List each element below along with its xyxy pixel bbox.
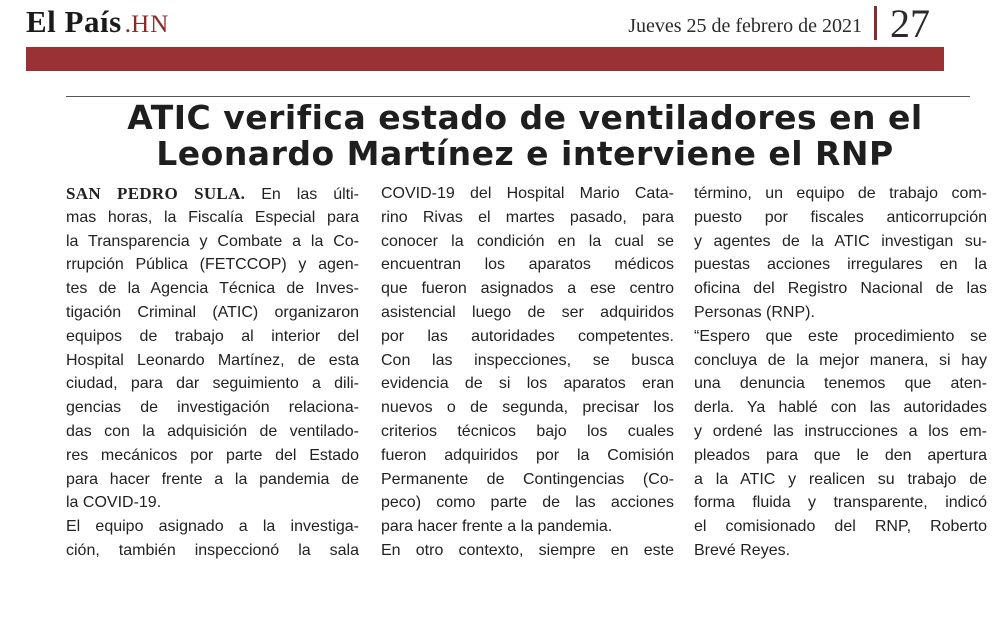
article-text: tigación Criminal (ATIC) organizaron xyxy=(66,303,359,321)
article-text: nuevos o de segunda, precisar los xyxy=(381,399,674,417)
article-text-line xyxy=(694,277,987,301)
article-column-2 xyxy=(381,182,674,563)
article-text-line xyxy=(66,468,359,492)
article-text-line xyxy=(66,325,359,349)
article-text-line xyxy=(694,372,987,396)
article-text-line xyxy=(381,444,674,468)
article-text-line xyxy=(381,468,674,492)
headline-line: ATIC verifica estado de ventiladores en el xyxy=(127,98,923,137)
article-text-line xyxy=(66,491,359,515)
article-text: tes de la Agencia Técnica de Inves- xyxy=(66,280,359,298)
article-text-line xyxy=(694,539,987,563)
page-number-divider xyxy=(874,6,877,40)
article-text-line xyxy=(381,325,674,349)
headline-rule xyxy=(66,96,970,97)
article-text: la COVID-19. xyxy=(66,494,162,512)
header-band xyxy=(26,47,944,71)
masthead-logo xyxy=(26,4,169,44)
article-column-1 xyxy=(66,182,359,563)
article-text-line xyxy=(66,182,359,206)
article-text-line xyxy=(66,230,359,254)
article-text-line xyxy=(66,539,359,563)
article-text: Permanente de Contingencias (Co- xyxy=(381,470,674,488)
article-text: En otro contexto, siempre en este xyxy=(381,541,674,559)
article-text: a la ATIC y realicen su trabajo de xyxy=(694,470,987,488)
article-text: res mecánicos por parte del Estado xyxy=(66,446,359,464)
article-text-line xyxy=(694,420,987,444)
article-dateline: SAN PEDRO SULA. xyxy=(66,184,246,203)
brand-suffix: HN xyxy=(131,11,170,38)
article-text-line xyxy=(66,444,359,468)
article-text: Hospital Leonardo Martínez, de esta xyxy=(66,351,359,369)
article-text: peco) como parte de las acciones xyxy=(381,494,674,512)
article-text: para hacer frente a la pandemia. xyxy=(381,518,613,536)
article-text: forma fluida y transparente, indicó xyxy=(694,494,987,512)
article-text-line xyxy=(66,420,359,444)
article-text: rino Rivas el martes pasado, para xyxy=(381,208,674,226)
article-text-line xyxy=(66,396,359,420)
article-text: puesto por fiscales anticorrupción xyxy=(694,208,987,226)
article-text-line xyxy=(381,277,674,301)
article-text: oficina del Registro Nacional de las xyxy=(694,280,987,298)
article-text: criterios técnicos bajo los cuales xyxy=(381,422,674,440)
article-text-line xyxy=(694,396,987,420)
article-text-line xyxy=(381,230,674,254)
article-text: concluya de la mejor manera, si hay xyxy=(694,351,987,369)
article-text-line xyxy=(381,396,674,420)
article-text: El equipo asignado a la investiga- xyxy=(66,518,359,536)
article-text: por las autoridades competentes. xyxy=(381,327,674,345)
article-column-3 xyxy=(694,182,987,563)
article-text-line xyxy=(694,468,987,492)
article-text: para hacer frente a la pandemia de xyxy=(66,470,359,488)
article-text: evidencia de si los aparatos eran xyxy=(381,375,674,393)
page-number: 27 xyxy=(890,1,930,46)
article-text-line xyxy=(381,372,674,396)
article-text: mas horas, la Fiscalía Especial para xyxy=(66,208,359,226)
article-text: puestas acciones irregulares en la xyxy=(694,256,987,274)
article-text-line xyxy=(381,301,674,325)
article-text: das con la adquisición de ventilado- xyxy=(66,422,359,440)
article-text-line xyxy=(694,253,987,277)
brand-separator: . xyxy=(124,9,132,38)
article-text-line xyxy=(694,301,987,325)
article-text-line xyxy=(381,182,674,206)
article-text-line xyxy=(66,349,359,373)
article-text-line xyxy=(381,349,674,373)
article-text: derla. Ya hablé con las autoridades xyxy=(694,399,987,417)
article-text: asistencial luego de ser adquiridos xyxy=(381,303,674,321)
article-text-line xyxy=(381,206,674,230)
article-text-line xyxy=(66,253,359,277)
article-text: encuentran los aparatos médicos xyxy=(381,256,674,274)
article-text-line xyxy=(694,230,987,254)
issue-date: Jueves 25 de febrero de 2021 xyxy=(628,15,862,37)
article-text-line xyxy=(694,349,987,373)
article-text: y agentes de la ATIC investigan su- xyxy=(694,232,987,250)
article-text-line xyxy=(381,515,674,539)
article-text-line xyxy=(381,253,674,277)
article-text-line xyxy=(381,491,674,515)
article-text-line xyxy=(66,206,359,230)
article-text-line xyxy=(66,372,359,396)
article-text: gencias de investigación relaciona- xyxy=(66,399,359,417)
article-text-line xyxy=(66,277,359,301)
article-text: rrupción Pública (FETCCOP) y agen- xyxy=(66,256,359,274)
brand-name: El País xyxy=(26,4,122,39)
article-text: Con las inspecciones, se busca xyxy=(381,351,674,369)
article-text-line xyxy=(694,444,987,468)
article-text: que fueron asignados a ese centro xyxy=(381,280,674,298)
article-text: COVID-19 del Hospital Mario Cata- xyxy=(381,185,674,202)
article-text: la Transparencia y Combate a la Co- xyxy=(66,232,359,250)
article-text: el comisionado del RNP, Roberto xyxy=(694,518,987,536)
article-text-line xyxy=(694,515,987,539)
article-text: una denuncia tenemos que aten- xyxy=(694,375,987,393)
article-text-line xyxy=(381,420,674,444)
article-text: término, un equipo de trabajo com- xyxy=(694,185,987,202)
article-text: Personas (RNP). xyxy=(694,303,815,321)
article-text: ción, también inspeccionó la sala xyxy=(66,541,359,559)
article-text: fueron adquiridos por la Comisión xyxy=(381,446,674,464)
article-text-line xyxy=(381,539,674,563)
article-text-line xyxy=(694,325,987,349)
article-text: En las últi- xyxy=(261,186,359,203)
article-text-line xyxy=(66,515,359,539)
article-text-line xyxy=(694,182,987,206)
article-text-line xyxy=(694,206,987,230)
article-text: equipos de trabajo al interior del xyxy=(66,327,359,345)
article-headline xyxy=(60,100,990,172)
article-text: Brevé Reyes. xyxy=(694,541,791,559)
article-text: y ordené las instrucciones a los em- xyxy=(694,422,987,440)
article-text: ciudad, para dar seguimiento a dili- xyxy=(66,375,359,393)
article-text: conocer la condición en la cual se xyxy=(381,232,674,250)
article-text: “Espero que este procedimiento se xyxy=(694,327,987,345)
article-text: pleados para que le den apertura xyxy=(694,446,987,464)
headline-line: Leonardo Martínez e interviene el RNP xyxy=(156,134,894,173)
article-text-line xyxy=(66,301,359,325)
article-text-line xyxy=(694,491,987,515)
